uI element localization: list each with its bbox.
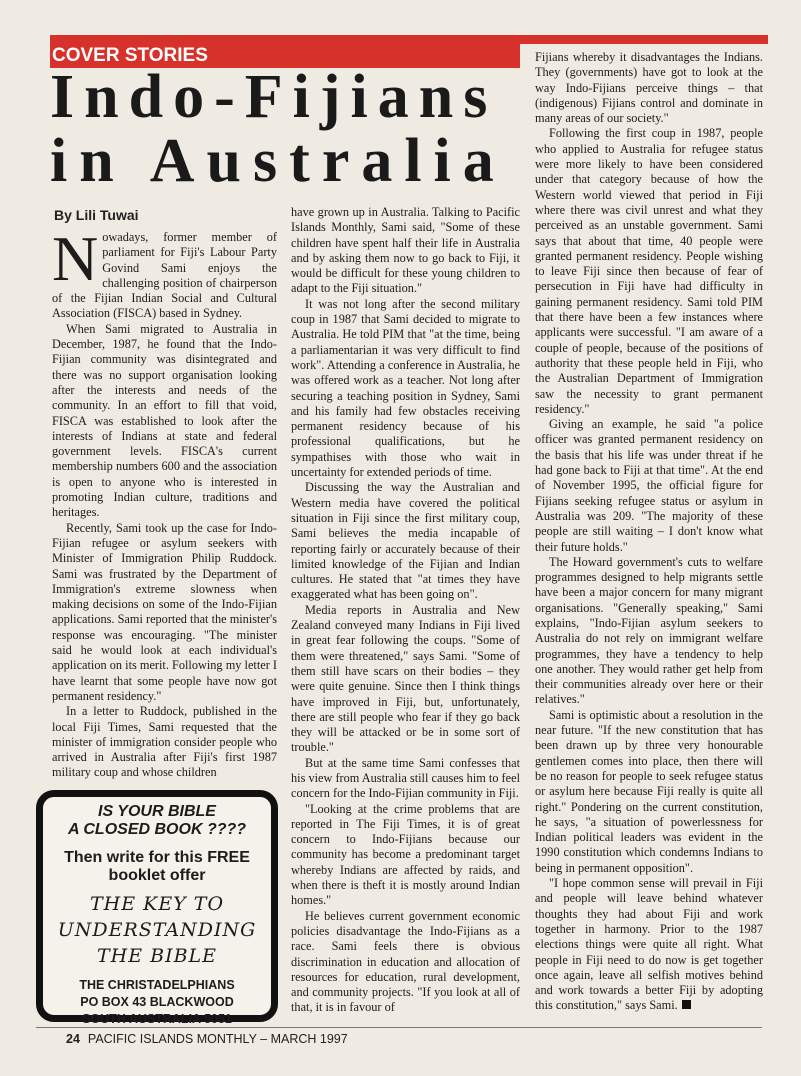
section-label: COVER STORIES bbox=[50, 44, 520, 68]
article-paragraph: have grown up in Australia. Talking to Pacific Islands Monthly, Sami said, "Some of these children have spent half their life in Australia and by asking them now to go back to Fiji, it would be difficult for these young children to adapt to the Fiji situation." bbox=[291, 205, 520, 296]
article-paragraph: Nowadays, former member of parliament for Fiji's Labour Party Govind Sami enjoys the challenging position of chairperson of the Fijian Indian Social and Cultural Association (FISCA) based in Sydney. bbox=[52, 223, 277, 321]
article-paragraph: He believes current government economic policies disadvantage the Indo-Fijians as a race. Sami feels there is obvious discrimination in education and allocation of resources for education, rural development, and community projects. "If you look at all of that, it is in favour of bbox=[291, 908, 520, 1015]
bible-advertisement bbox=[36, 790, 278, 1026]
article-column-1 bbox=[52, 223, 277, 780]
article-paragraph: When Sami migrated to Australia in December, 1987, he found that the Indo-Fijian community was disintegrated and there was no support organisation looking after the interests and needs of the community. In an effort to fill that void, FISCA was established to look after the interests of Indians at state and federal government levels. FISCA's current membership numbers 600 and the association is open to anyone who is interested in promoting Indian culture, traditions and heritages. bbox=[52, 321, 277, 520]
article-paragraph: Following the first coup in 1987, people who applied to Australia for refugee status were more likely to have been considered under that category because of how the Western world viewed that period in Fiji where there was civil unrest and what they perceived as an unstable government. Sami says that about that time, 40 people were granted permanent residency. People wishing to leave Fiji since then because of fear of persecution in Fiji have had difficulty in gaining permanent residency. Sami told PIM that there have been a few instances where applicants were successful. "I am aware of a couple of people, because of the positions of authority that these people held in Fiji, who the Australian Department of Immigration saw the necessity to grant permanent residency." bbox=[535, 126, 763, 416]
headline-line-1: Indo-Fijians bbox=[50, 63, 498, 131]
article-paragraph: Sami is optimistic about a resolution in the near future. "If the new constitution that has been drawn up by three very honourable gentlemen comes into place, then there will be no reason for people to seek refugee status or asylum here because Fiji really is quite all right." Pondering on the current constitution, he says, "a situation of powerlessness for Indian political leaders was evident in the 1990 constitution which condemns Indians to being in permanent opposition". bbox=[535, 707, 763, 875]
publication-line: PACIFIC ISLANDS MONTHLY – MARCH 1997 bbox=[87, 1032, 348, 1046]
top-red-rule bbox=[50, 35, 768, 44]
article-paragraph: The Howard government's cuts to welfare programmes designed to help migrants settle have been a major concern for many migrant organisations. "Generally speaking," Sami explains, "Indo-Fijian asylum seekers to Australia do not rely on immigrant welfare programmes, they have a tendency to help one another. They would rather get help from their communities already over here or their relatives." bbox=[535, 554, 763, 707]
page-number: 24 bbox=[66, 1032, 80, 1046]
article-paragraph: Discussing the way the Australian and Western media have covered the political situation in Fiji since the first military coup, Sami believes the media incapable of reporting fairly or accurately because of their limited knowledge of the Fijian and Indian cultures. He stated that "at times they have exaggerated what has been going on". bbox=[291, 480, 520, 602]
article-paragraph: "Looking at the crime problems that are reported in The Fiji Times, it is of great concern to Indo-Fijians because our community has become a predominant target whereby Indians are affected by raids, and when there is theft it is mostly around Indian homes." bbox=[291, 801, 520, 908]
article-paragraph: But at the same time Sami confesses that his view from Australia still causes him to feel concern for the Indo-Fijian community in Fiji. bbox=[291, 755, 520, 801]
footer-rule bbox=[36, 1027, 762, 1028]
ad-offer: Then write for this FREE booklet offer bbox=[64, 849, 250, 884]
page-footer bbox=[66, 1032, 348, 1046]
end-of-article-mark bbox=[682, 1000, 691, 1009]
byline: By Lili Tuwai bbox=[54, 207, 139, 223]
article-paragraph: "I hope common sense will prevail in Fiji and people will leave behind whatever thoughts they had about Fiji and work together in harmony. Prior to the 1987 elections things were quite all right. What people in Fiji need to do now is get together once again, leave all selfish motives behind and work towards a better Fiji by adopting this constitution," says Sami. bbox=[535, 876, 763, 1013]
article-paragraph: In a letter to Ruddock, published in the local Fiji Times, Sami requested that the minister of immigration consider people who arrived in Australia after Fiji's first 1987 military coup and whose children bbox=[52, 704, 277, 780]
drop-cap: N bbox=[52, 223, 99, 294]
article-paragraph: It was not long after the second military coup in 1987 that Sami decided to migrate to Australia. He told PIM that "at the time, being a parliamentarian it was very difficult to find work". Attending a conference in Australia, he was offered work as a teacher. Not long after securing a teaching position in Sydney, Sami and his family had few obstacles receiving permanent residency because of his professional qualifications, but he sympathises with those who wait in uncertainty for extended periods of time. bbox=[291, 296, 520, 480]
article-paragraph: Fijians whereby it disadvantages the Indians. They (governments) have got to look at the way Indo-Fijians perceive things – that (indigenous) Fijians control and dominate in many areas of our society." bbox=[535, 50, 763, 126]
article-paragraph: Media reports in Australia and New Zealand conveyed many Indians in Fiji lived in great fear following the coups. "Some of them were threatened," says Sami. "Some of them still have scars on their bodies – they were quite genuine. Since then I think things have improved in Fiji, but, unfortunately, there are still people who fear if they go back they will be attacked or be in some sort of trouble." bbox=[291, 602, 520, 755]
ad-address: THE CHRISTADELPHIANS PO BOX 43 BLACKWOOD SOUTH AUSTRALIA 5051 bbox=[79, 978, 235, 1026]
ad-booklet-title: THE KEY TO UNDERSTANDING THE BIBLE bbox=[57, 893, 257, 967]
ad-question: IS YOUR BIBLE A CLOSED BOOK ???? bbox=[67, 803, 247, 838]
article-column-3 bbox=[535, 50, 763, 1018]
article-paragraph: Recently, Sami took up the case for Indo-Fijian refugee or asylum seekers with Minister of Immigration Philip Ruddock. Sami was frustrated by the Department of Immigration's extreme slowness when making decisions on some of the Indo-Fijian applications. Sami reported that the minister's response was encouraging. "The minister said he would look at each individual's application on its merit. Following my letter I have learnt that some people have now got permanent residency." bbox=[52, 520, 277, 703]
article-paragraph: Giving an example, he said "a police officer was granted permanent residency on the basis that his life was under threat if he had gone back to Fiji at that time". At the end of November 1995, the official figure for Fijians seeking refugee status or asylum in Australia was 209. "The majority of these people are still waiting – I don't know what their future holds." bbox=[535, 417, 763, 554]
headline-line-2: in Australia bbox=[50, 127, 506, 195]
article-column-2 bbox=[291, 205, 520, 1017]
